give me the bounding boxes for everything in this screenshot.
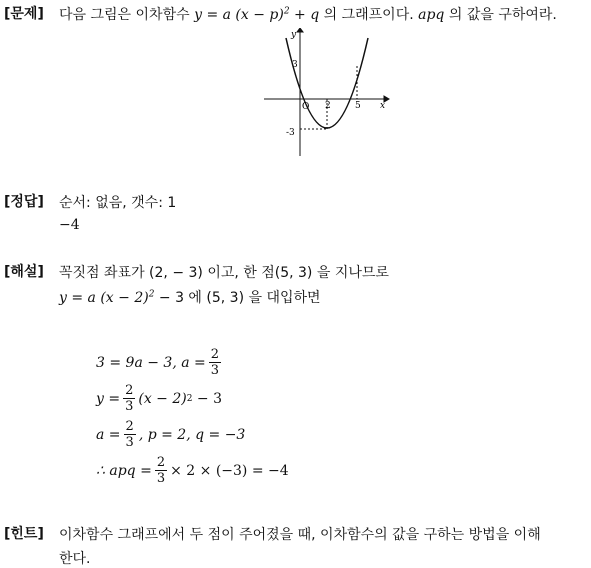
problem-formula: y = a $(x - p)^2 + q$ [194, 6, 320, 23]
explanation-line2: y = a $(x - 2)^2 - 3$ 에 (5, 3) 을 대입하면 [59, 289, 321, 306]
origin-label: O [302, 102, 310, 112]
hint-line1: 이차함수 그래프에서 두 점이 주어졌을 때, 이차함수의 값을 구하는 방법을 이해 [59, 527, 541, 543]
hint-tag: [힌트] [4, 526, 44, 542]
answer-tag: [정답] [4, 194, 44, 210]
problem-tag: [문제] [4, 6, 44, 22]
parabola-graph [262, 28, 392, 158]
problem-statement [59, 4, 557, 24]
answer-value: −4 [59, 217, 80, 233]
tick-x-5: 5 [355, 101, 361, 111]
equation-3: a = $\frac{2}{3}$ , p = 2, q = −3 [96, 419, 246, 450]
x-axis-label: x [380, 101, 386, 111]
explanation-tag: [해설] [4, 264, 44, 280]
parabola-curve [286, 38, 368, 128]
tick-y-pos: 3 [292, 60, 298, 70]
y-axis-arrow [297, 28, 303, 32]
equation-4: ∴ apq = $\frac{2}{3}$ × 2 × (−3) = −4 [96, 455, 289, 486]
equation-2: y = $\frac{2}{3}$ (x − 2) 2 − 3 [96, 383, 223, 414]
problem-text-before: 다음 그림은 이차함수 [59, 7, 190, 23]
problem-text-end: 의 값을 구하여라. [448, 7, 557, 23]
explanation-line1: 꼭짓점 좌표가 (2, − 3) 이고, 한 점(5, 3) 을 지나므로 [59, 265, 389, 281]
problem-text-after: 의 그래프이다. [323, 7, 414, 23]
y-axis-label: y [291, 30, 297, 40]
equation-1: 3 = 9a − 3, a = $\frac{2}{3}$ [96, 347, 220, 378]
tick-x-2: 2 [325, 101, 331, 111]
answer-order-line: 순서: 없음, 갯수: 1 [59, 195, 177, 211]
problem-vars: apq [418, 7, 445, 23]
hint-line2: 한다. [59, 551, 91, 567]
tick-y-neg: -3 [286, 128, 295, 138]
